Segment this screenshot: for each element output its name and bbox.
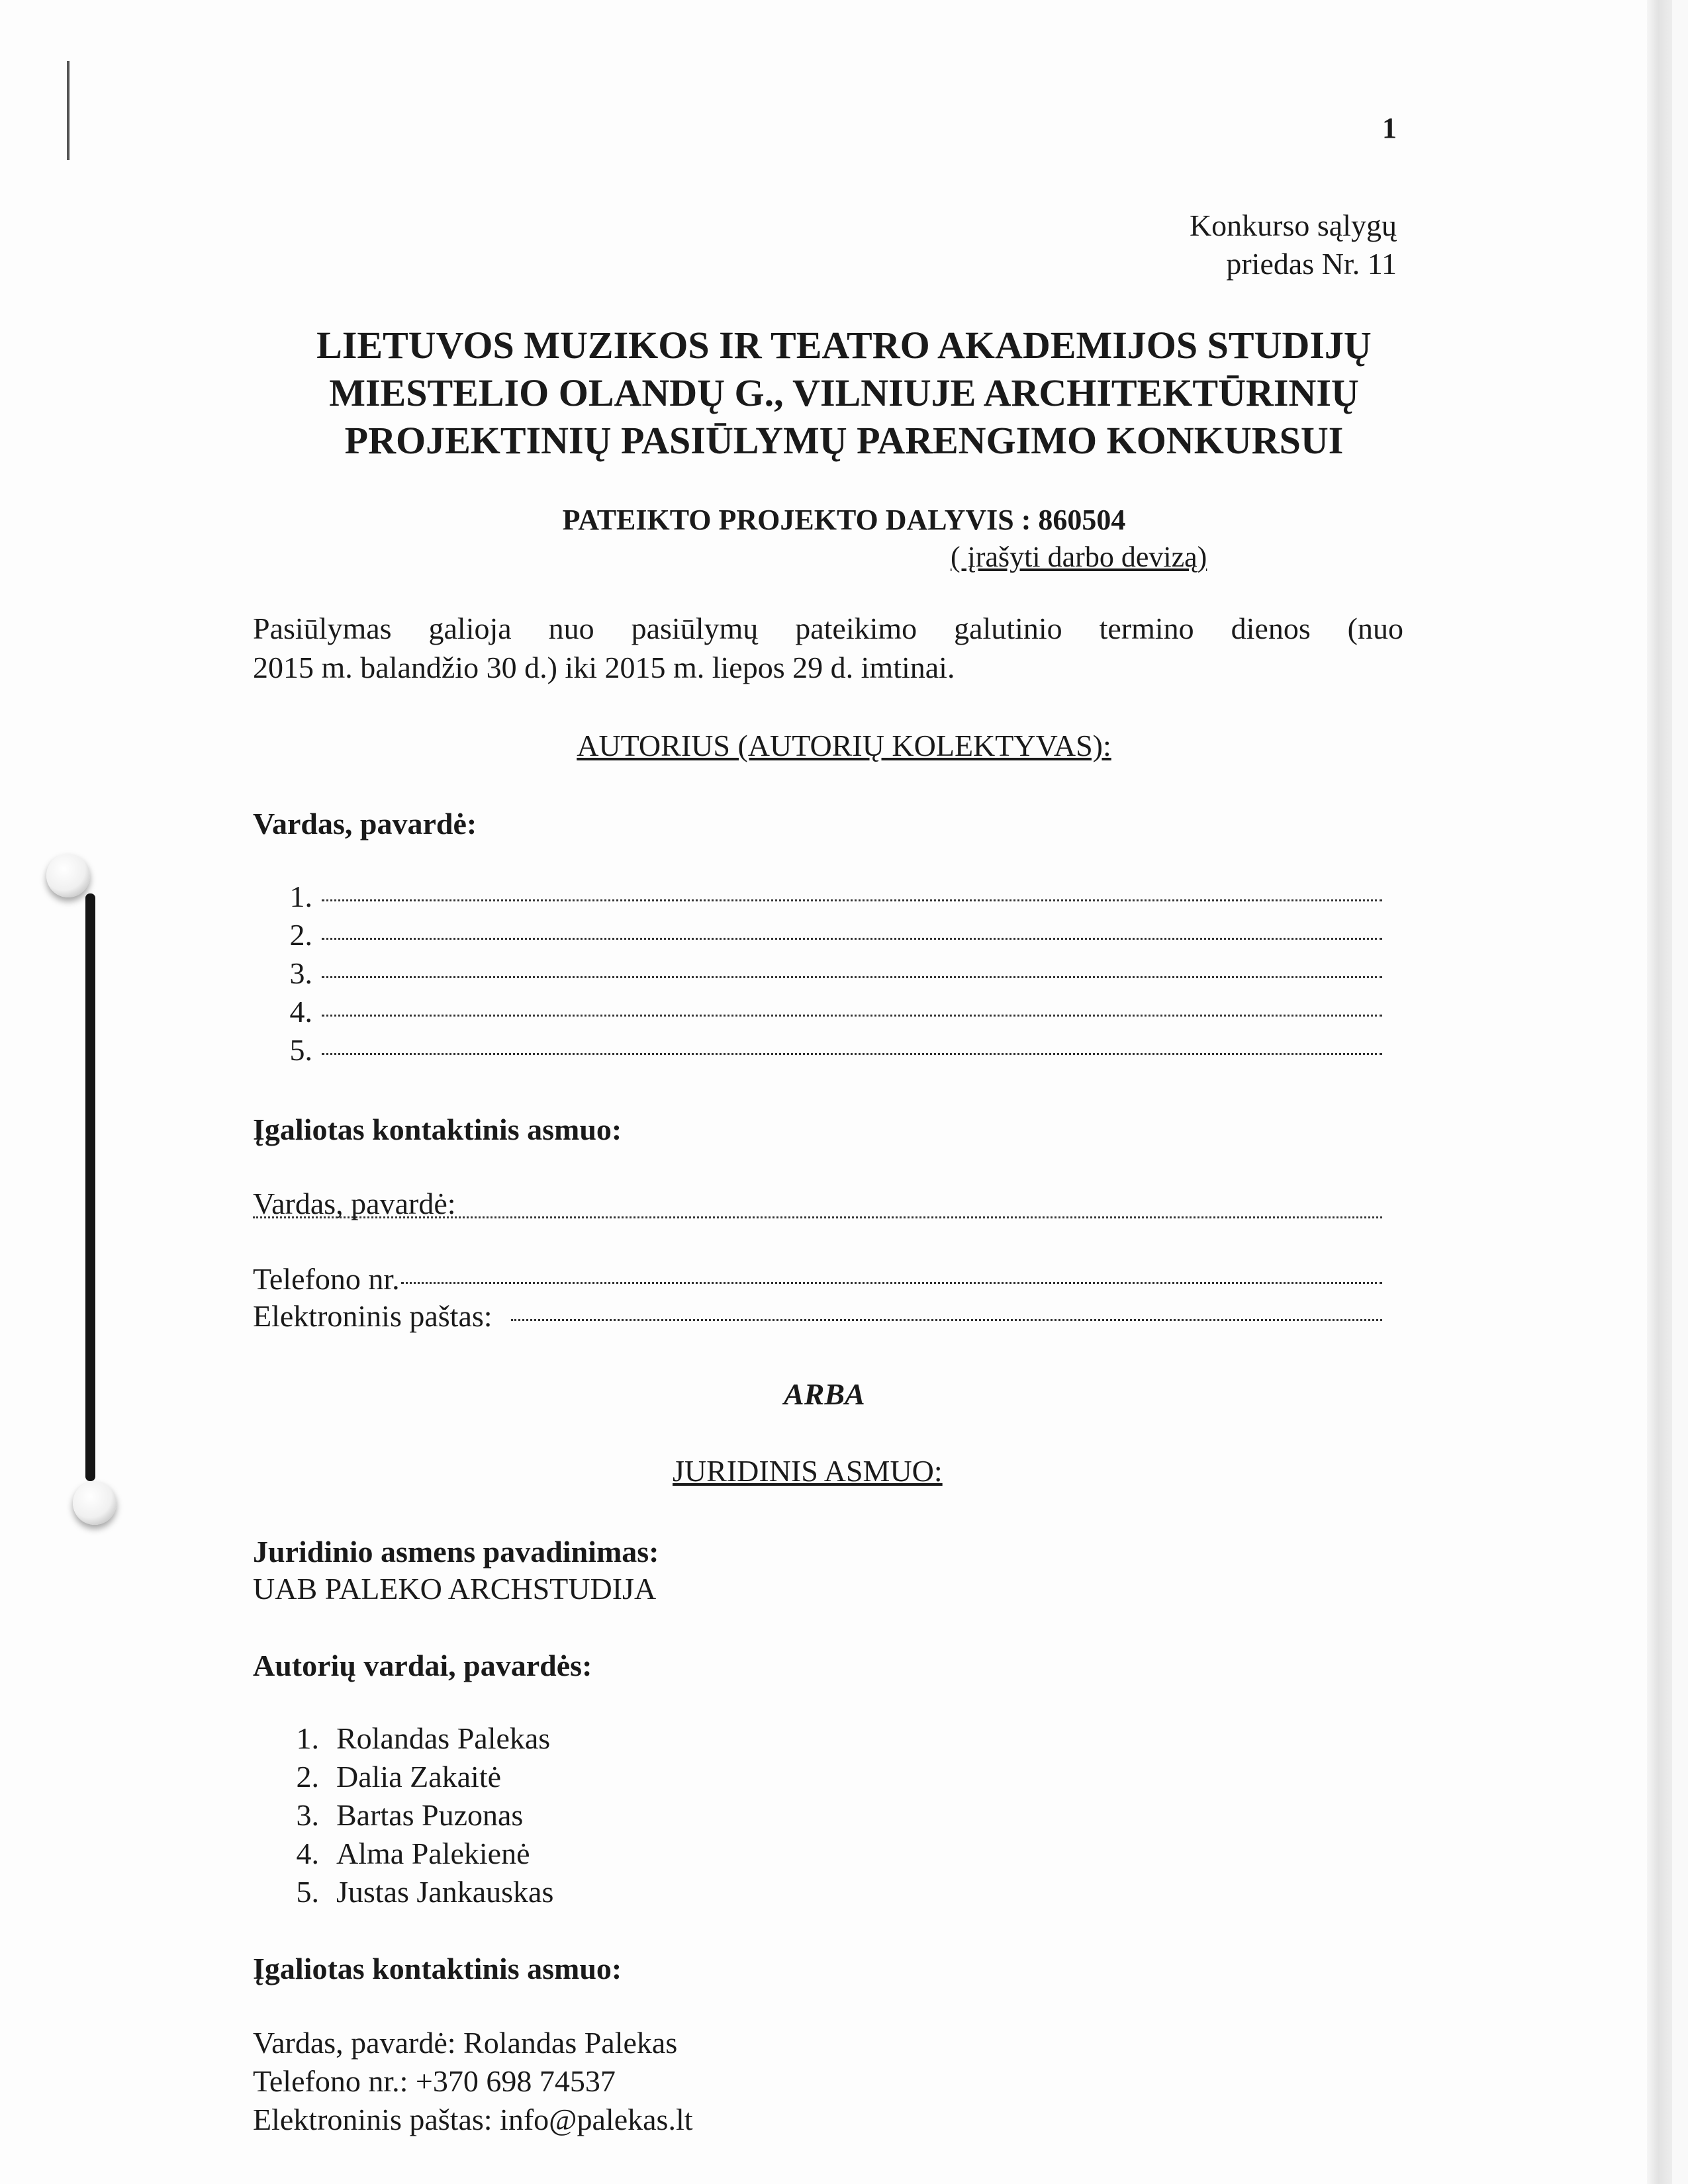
dotted-fill-line — [253, 1216, 1382, 1218]
list-item-number: 3. — [296, 1798, 319, 1832]
binding-bead-bottom — [73, 1481, 117, 1525]
list-item-number: 1. — [296, 1721, 319, 1755]
authors-section-heading: AUTORIUS (AUTORIŲ KOLEKTYVAS): — [577, 729, 1111, 762]
annex-line-1: Konkurso sąlygų — [1189, 208, 1397, 242]
author-blank-row — [265, 879, 1382, 916]
contact-blank-heading: Įgaliotas kontaktinis asmuo: — [253, 1113, 622, 1146]
list-item-number: 4. — [296, 1837, 319, 1870]
scan-mark — [67, 61, 70, 160]
page-number: 1 — [1382, 112, 1397, 144]
author-blank-row — [265, 1032, 1382, 1069]
legal-entity-heading: JURIDINIS ASMUO: — [673, 1454, 943, 1488]
annex-line-2: priedas Nr. 11 — [1226, 247, 1397, 281]
binding-bead-top — [46, 854, 90, 897]
authors-name-label: Vardas, pavardė: — [253, 807, 477, 841]
dotted-fill-line — [322, 938, 1382, 940]
list-item-name: Justas Jankauskas — [336, 1875, 554, 1909]
contact-email-label: Elektroninis paštas: — [253, 1299, 492, 1333]
legal-entity-name-value: UAB PALEKO ARCHSTUDIJA — [253, 1572, 657, 1606]
author-blank-number: 4. — [289, 995, 312, 1028]
participant-heading: PATEIKTO PROJEKTO DALYVIS : 860504 — [562, 504, 1126, 536]
legal-entity-name-label: Juridinio asmens pavadinimas: — [253, 1535, 659, 1569]
contact-blank-name-label: Vardas, pavardė: — [253, 1187, 456, 1220]
dotted-fill-line — [401, 1282, 1382, 1284]
list-item-number: 5. — [296, 1875, 319, 1909]
document-title-line-3: PROJEKTINIŲ PASIŪLYMŲ PARENGIMO KONKURSUI — [344, 419, 1344, 462]
list-item-name: Rolandas Palekas — [336, 1721, 551, 1755]
author-blank-row — [265, 917, 1382, 954]
list-item — [265, 1721, 550, 1756]
list-item-name: Alma Palekienė — [336, 1837, 530, 1870]
contact-phone-label: Telefono nr. — [253, 1262, 400, 1296]
document-title-line-2: MIESTELIO OLANDŲ G., VILNIUJE ARCHITEKTŪRINIŲ — [329, 371, 1359, 414]
contact-filled-phone: Telefono nr.: +370 698 74537 — [253, 2064, 616, 2098]
dotted-fill-line — [322, 976, 1382, 978]
validity-line-2: 2015 m. balandžio 30 d.) iki 2015 m. liepos 29 d. imtinai. — [253, 651, 955, 684]
author-blank-number: 2. — [289, 918, 312, 952]
author-blank-number: 3. — [289, 956, 312, 990]
author-blank-number: 5. — [289, 1033, 312, 1067]
list-item — [265, 1759, 501, 1794]
author-blank-row — [265, 956, 1382, 993]
contact-phone-row — [253, 1261, 1382, 1298]
binding-cord — [85, 893, 95, 1481]
list-item-number: 2. — [296, 1760, 319, 1794]
contact-name-blank-row — [253, 1222, 1382, 1259]
contact-filled-heading: Įgaliotas kontaktinis asmuo: — [253, 1952, 622, 1985]
author-blank-number: 1. — [289, 880, 312, 913]
participant-hint: ( įrašyti darbo devizą) — [951, 541, 1207, 573]
legal-authors-label: Autorių vardai, pavardės: — [253, 1649, 592, 1682]
list-item — [265, 1836, 530, 1871]
list-item-name: Bartas Puzonas — [336, 1798, 524, 1832]
list-item — [265, 1797, 523, 1833]
contact-filled-name: Vardas, pavardė: Rolandas Palekas — [253, 2026, 678, 2060]
dotted-fill-line — [511, 1319, 1382, 1321]
list-item — [265, 1874, 553, 1909]
dotted-fill-line — [322, 1053, 1382, 1055]
validity-line-1: Pasiūlymas galioja nuo pasiūlymų pateikimo galutinio termino dienos (nuo — [253, 612, 1403, 645]
document-title-line-1: LIETUVOS MUZIKOS IR TEATRO AKADEMIJOS STUDIJŲ — [316, 324, 1372, 367]
dotted-fill-line — [322, 899, 1382, 901]
contact-email-row — [253, 1298, 1382, 1336]
author-blank-row — [265, 994, 1382, 1031]
dotted-fill-line — [322, 1015, 1382, 1017]
contact-filled-email: Elektroninis paštas: info@palekas.lt — [253, 2103, 693, 2136]
list-item-name: Dalia Zakaitė — [336, 1760, 502, 1794]
or-label: ARBA — [784, 1377, 865, 1411]
